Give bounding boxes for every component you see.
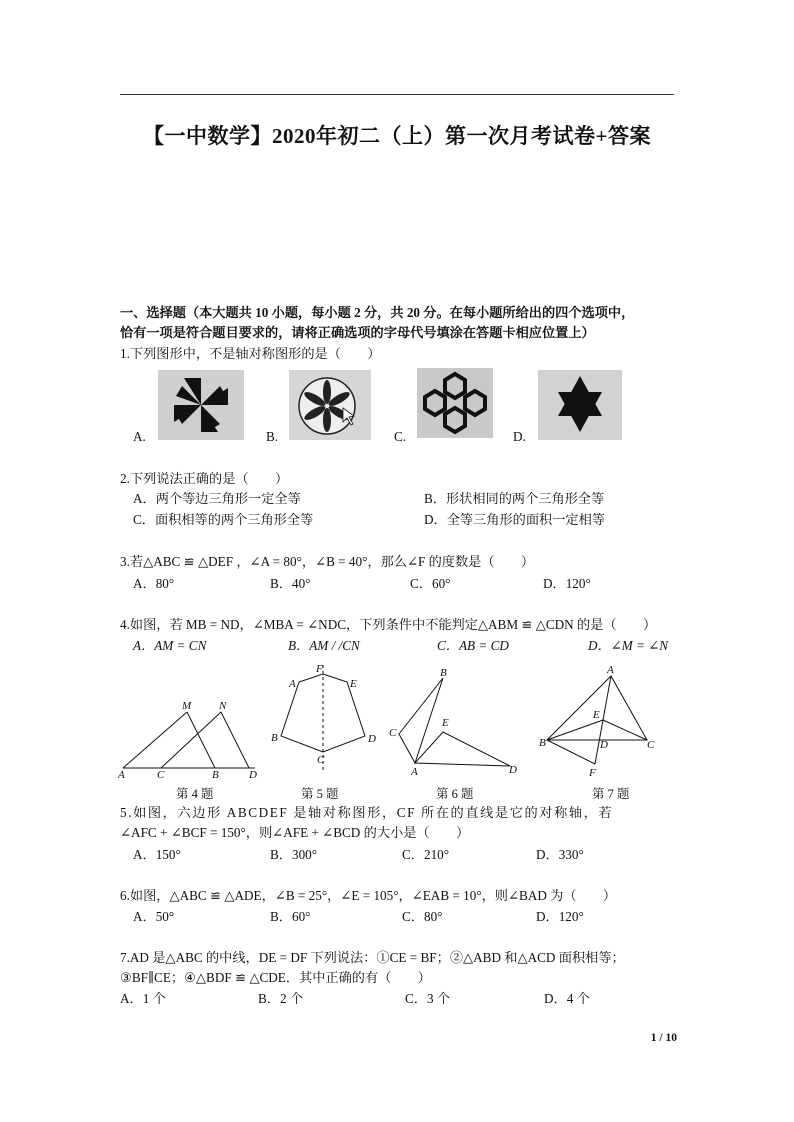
- q2-stem: 2.下列说法正确的是（ ）: [120, 471, 289, 486]
- fig5-label-c: C: [317, 754, 325, 766]
- fig5-label-d: D: [368, 733, 376, 745]
- page-title: 【一中数学】2020年初二（上）第一次月考试卷+答案: [143, 124, 651, 148]
- q7-stem-line2: ③BF∥CE；④△BDF ≌ △CDE．其中正确的有（ ）: [120, 970, 431, 985]
- q5-option-b: B．300°: [270, 847, 318, 862]
- q6-option-c: C．80°: [402, 909, 443, 924]
- q5-option-d: D．330°: [536, 847, 584, 862]
- section-heading-line2: 恰有一项是符合题目要求的，请将正确选项的字母代号填涂在答题卡相应位置上）: [120, 325, 595, 340]
- q3-option-a: A．80°: [133, 576, 175, 591]
- q6-stem: 6.如图，△ABC ≌ △ADE，∠B = 25°，∠E = 105°，∠EAB = 10°，则∠BAD 为（ ）: [120, 888, 617, 903]
- figure-6: [399, 678, 510, 766]
- q4-option-a: A．AM = CN: [133, 638, 207, 653]
- q1-image-star: [538, 370, 622, 440]
- figure-4: [123, 712, 255, 768]
- q5-option-a: A．150°: [133, 847, 181, 862]
- fig6-label-a: A: [411, 766, 418, 778]
- q3-option-d: D．120°: [543, 576, 591, 591]
- pinwheel-figure: [158, 370, 244, 440]
- fig4-label-d: D: [249, 769, 257, 781]
- caption-fig7: 第 7 题: [592, 787, 630, 801]
- q1-stem: 1.下列图形中，不是轴对称图形的是（ ）: [120, 346, 381, 361]
- fig6-label-b: B: [440, 667, 447, 679]
- fig5-label-b: B: [271, 732, 278, 744]
- header-rule: [120, 94, 674, 95]
- q4-stem: 4.如图，若 MB = ND，∠MBA = ∠NDC，下列条件中不能判定△ABM ≌ △CDN 的是（ ）: [120, 617, 657, 632]
- flower-figure: [289, 370, 371, 440]
- fig5-label-a: A: [289, 678, 296, 690]
- q1-option-c-label: C.: [394, 429, 407, 444]
- fig5-label-f: F: [316, 663, 323, 675]
- q7-option-c: C．3 个: [405, 991, 451, 1006]
- q5-stem-line1: 5.如图，六边形 ABCDEF 是轴对称图形，CF 所在的直线是它的对称轴，若: [120, 805, 614, 820]
- q6-option-a: A．50°: [133, 909, 175, 924]
- hexagon-figure: [417, 368, 493, 438]
- section-heading-line1: 一、选择题（本大题共 10 小题，每小题 2 分，共 20 分。在每小题所给出的四个选项中，: [120, 305, 635, 320]
- q3-stem: 3.若△ABC ≌ △DEF ，∠A = 80°，∠B = 40°，那么∠F 的度数是（ ）: [120, 554, 535, 569]
- q6-option-d: D．120°: [536, 909, 584, 924]
- q3-option-b: B．40°: [270, 576, 311, 591]
- fig7-label-a: A: [607, 664, 614, 676]
- fig6-label-c: C: [389, 727, 397, 739]
- caption-fig6: 第 6 题: [436, 787, 474, 801]
- fig7-label-f: F: [589, 767, 596, 779]
- fig7-label-b: B: [539, 737, 546, 749]
- q5-option-c: C．210°: [402, 847, 450, 862]
- geometry-figures: [115, 660, 695, 785]
- fig6-label-e: E: [442, 717, 449, 729]
- q7-option-a: A．1 个: [120, 991, 166, 1006]
- q4-option-d: D．∠M = ∠N: [588, 638, 669, 653]
- fig7-label-e: E: [593, 709, 600, 721]
- caption-fig4: 第 4 题: [176, 787, 214, 801]
- fig4-label-n: N: [219, 700, 227, 712]
- fig4-label-c: C: [157, 769, 165, 781]
- fig7-label-d: D: [600, 739, 608, 751]
- q2-option-a: A．两个等边三角形一定全等: [133, 491, 301, 506]
- fig4-label-m: M: [182, 700, 192, 712]
- q7-stem-line1: 7.AD 是△ABC 的中线，DE = DF 下列说法：①CE = BF；②△ABD 和△ACD 面积相等；: [120, 950, 625, 965]
- q4-option-c: C．AB = CD: [437, 638, 509, 653]
- q1-option-a-label: A.: [133, 429, 146, 444]
- fig5-label-e: E: [350, 678, 357, 690]
- q1-image-flower: [289, 370, 371, 440]
- q2-option-c: C．面积相等的两个三角形全等: [133, 512, 314, 527]
- q1-image-pinwheel: [158, 370, 244, 440]
- q3-option-c: C．60°: [410, 576, 451, 591]
- q2-option-b: B．形状相同的两个三角形全等: [424, 491, 605, 506]
- q1-image-hexagons: [417, 368, 493, 438]
- star-figure: [538, 370, 622, 440]
- caption-fig5: 第 5 题: [301, 787, 339, 801]
- q5-stem-line2: ∠AFC + ∠BCF = 150°，则∠AFE + ∠BCD 的大小是（ ）: [120, 825, 470, 840]
- fig6-label-d: D: [509, 764, 517, 776]
- q6-option-b: B．60°: [270, 909, 311, 924]
- fig4-label-b: B: [212, 769, 219, 781]
- q7-option-b: B．2 个: [258, 991, 304, 1006]
- q2-option-d: D．全等三角形的面积一定相等: [424, 512, 605, 527]
- q1-option-b-label: B.: [266, 429, 279, 444]
- q1-option-d-label: D.: [513, 429, 526, 444]
- fig7-label-c: C: [647, 739, 655, 751]
- q7-option-d: D．4 个: [544, 991, 590, 1006]
- fig4-label-a: A: [118, 769, 125, 781]
- q4-option-b: B．AM / /CN: [288, 638, 360, 653]
- page-number: 1 / 10: [650, 1032, 677, 1044]
